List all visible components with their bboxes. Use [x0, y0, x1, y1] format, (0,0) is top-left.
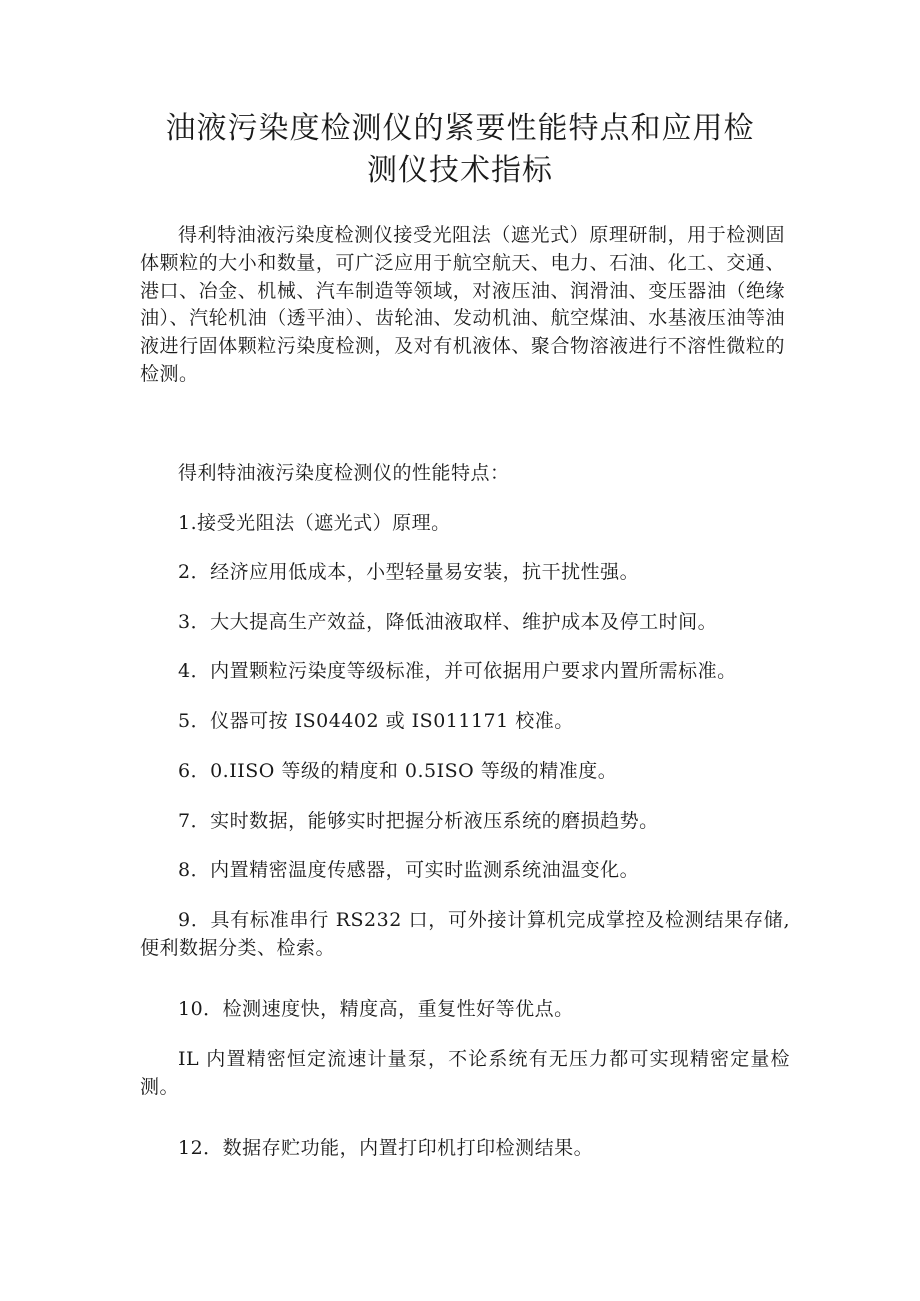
feature-item-9: 9．具有标准串行 RS232 口，可外接计算机完成掌控及检测结果存储,便利数据分类、检索。 [140, 909, 790, 959]
feature-item-10: 10．检测速度快，精度高，重复性好等优点。 [178, 998, 574, 1020]
page-title [140, 108, 780, 192]
feature-item-5: 5．仪器可按 IS04402 或 IS011171 校准。 [178, 710, 574, 732]
intro-paragraph: 得利特油液污染度检测仪接受光阻法（遮光式）原理研制，用于检测固体颗粒的大小和数量，可广泛应用于航空航天、电力、石油、化工、交通、港口、冶金、机械、汽车制造等领域，对液压油、润滑油、变压器油（绝缘油）、汽轮机油（透平油）、齿轮油、发动机油、航空煤油、水基液压油等油液进行固体颗粒污染度检测，及对有机液体、聚合物溶液进行不溶性微粒的检测。 [140, 224, 785, 385]
feature-item-2: 2．经济应用低成本，小型轻量易安装，抗干扰性强。 [178, 561, 640, 583]
feature-item-11: IL 内置精密恒定流速计量泵，不论系统有无压力都可实现精密定量检测。 [140, 1048, 790, 1098]
feature-item-1: 1.接受光阻法（遮光式）原理。 [178, 512, 451, 534]
feature-item-4: 4．内置颗粒污染度等级标准，并可依据用户要求内置所需标准。 [178, 660, 737, 682]
feature-item-8: 8．内置精密温度传感器，可实时监测系统油温变化。 [178, 859, 640, 881]
feature-item-12: 12．数据存贮功能，内置打印机打印检测结果。 [178, 1137, 594, 1159]
title-line-1: 油液污染度检测仪的紧要性能特点和应用检 [165, 111, 755, 146]
feature-item-6: 6．0.IISO 等级的精度和 0.5ISO 等级的精准度。 [178, 760, 618, 782]
feature-item-3: 3．大大提高生产效益，降低油液取样、维护成本及停工时间。 [178, 611, 718, 633]
features-heading: 得利特油液污染度检测仪的性能特点： [178, 462, 510, 484]
feature-item-7: 7．实时数据，能够实时把握分析液压系统的磨损趋势。 [178, 810, 659, 832]
title-line-2: 测仪技术指标 [367, 153, 553, 188]
